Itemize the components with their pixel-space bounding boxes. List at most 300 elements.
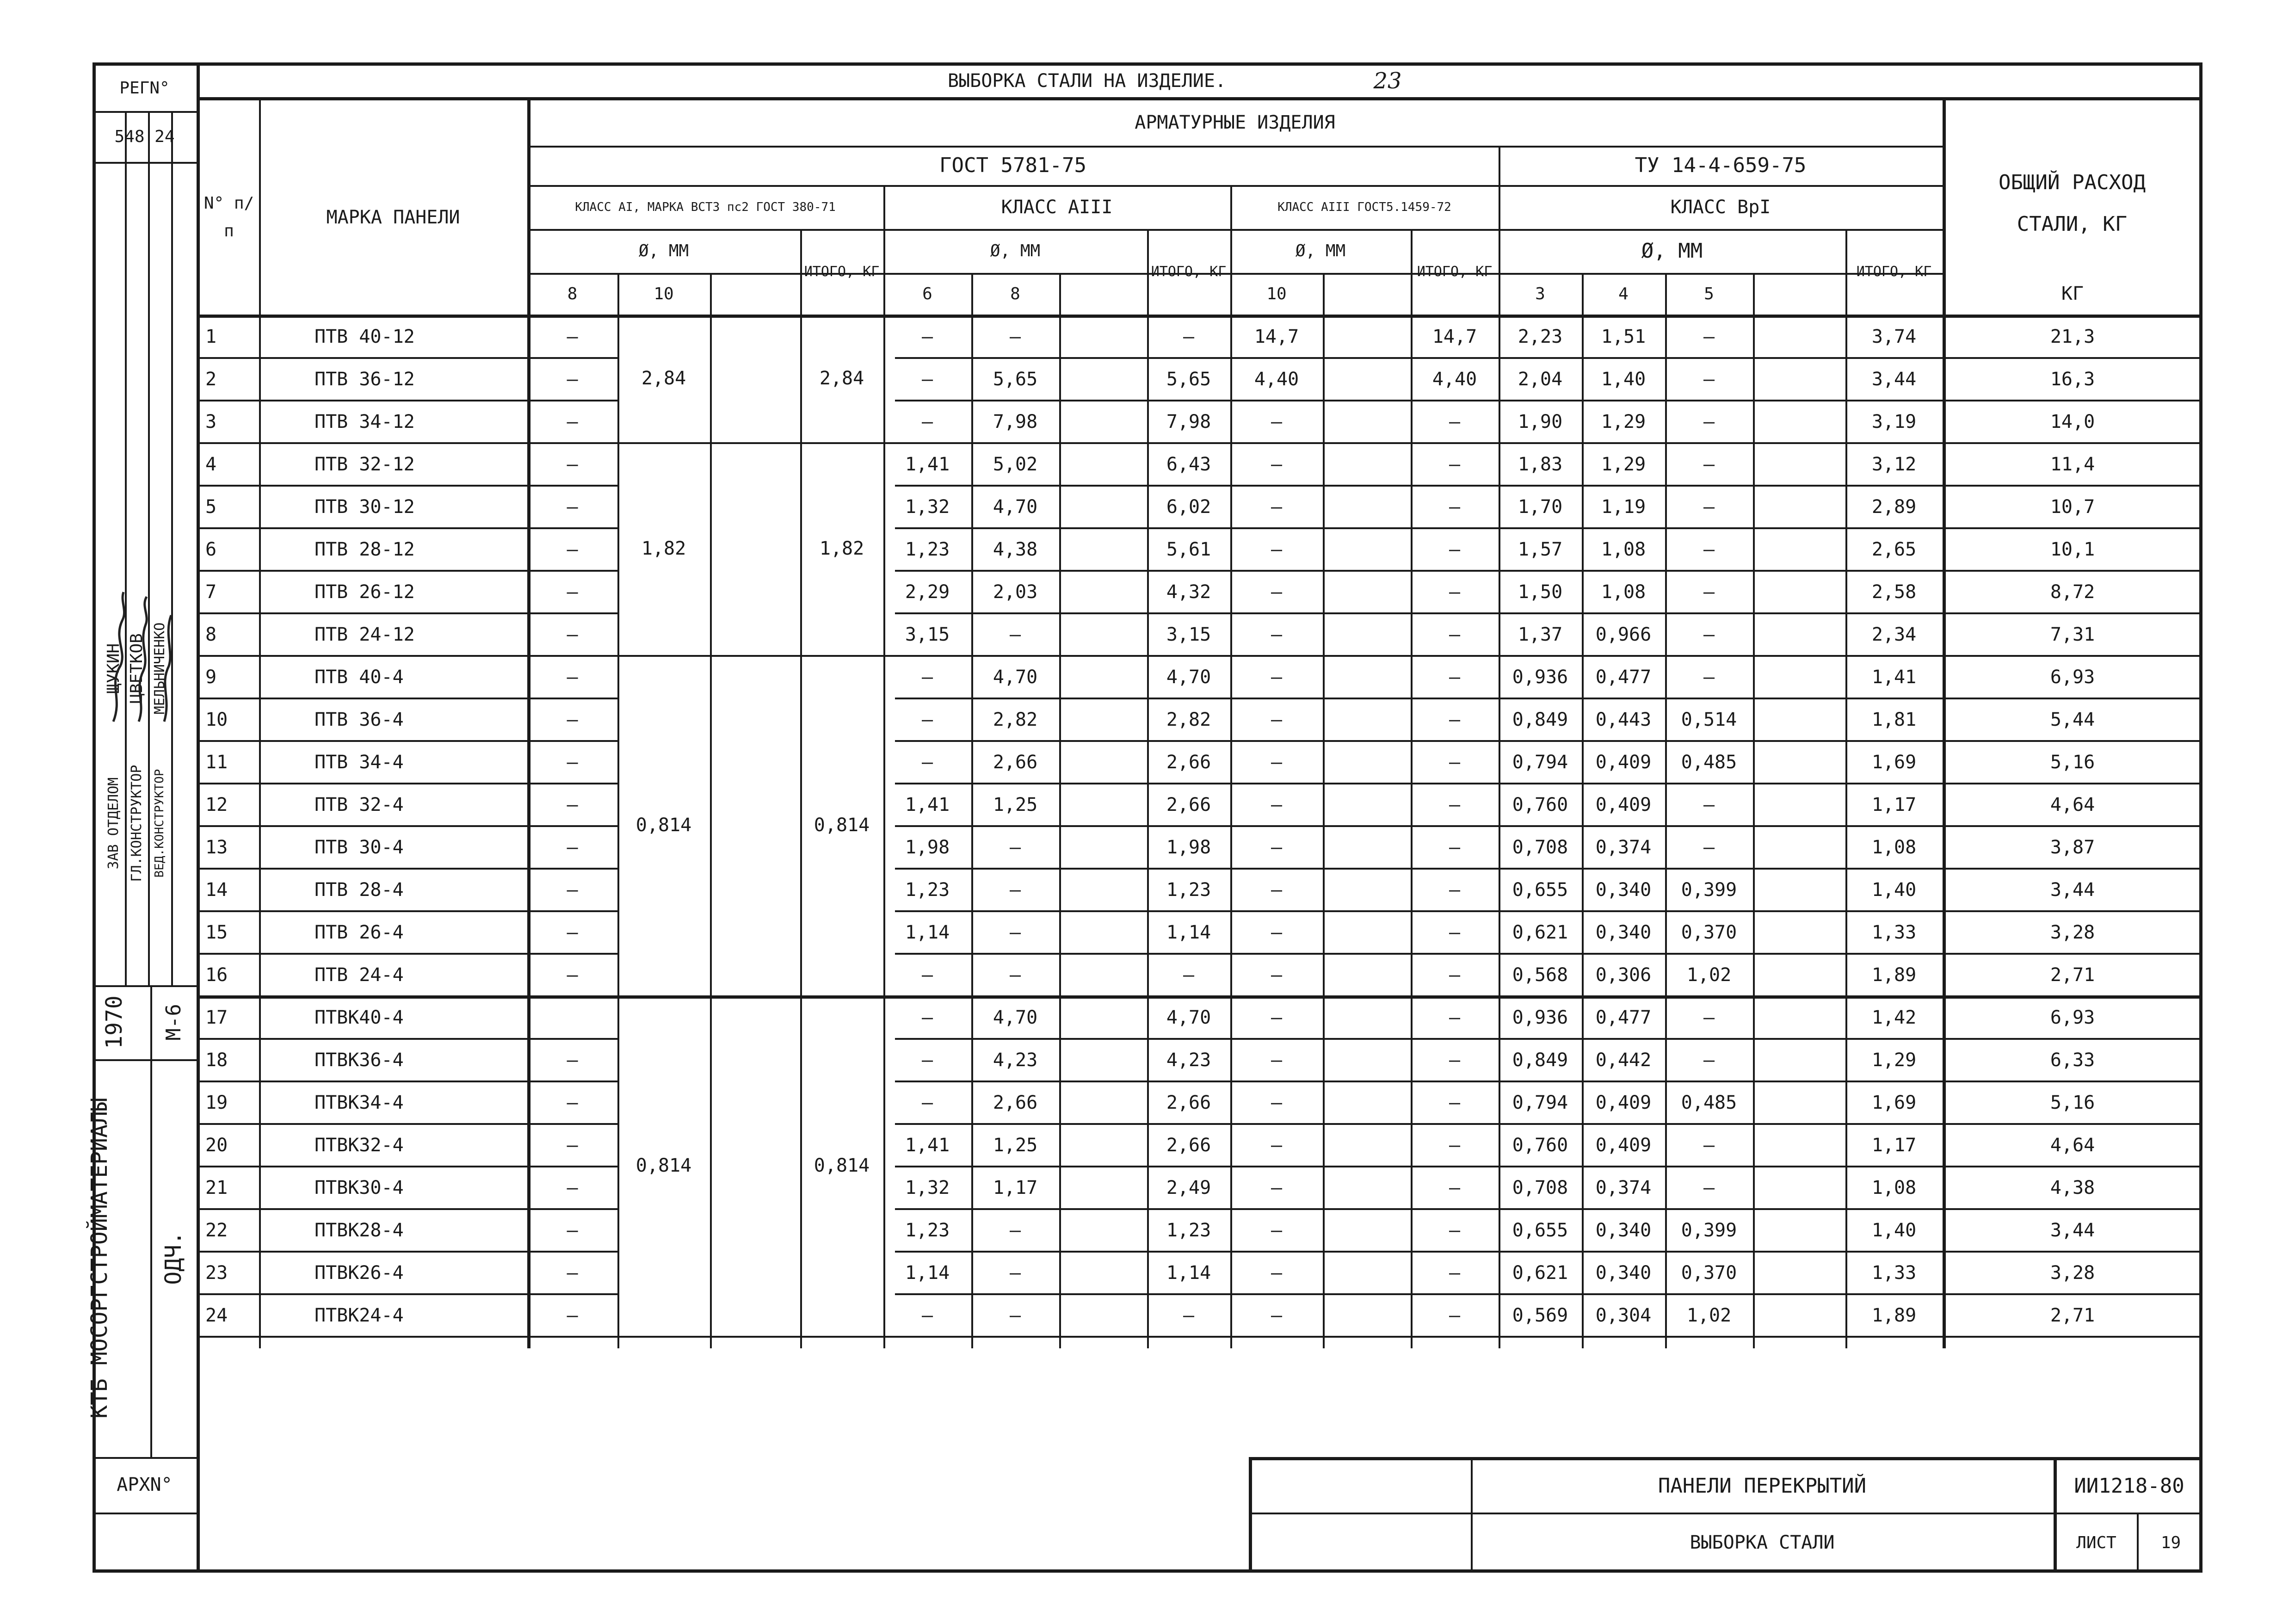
title-block-line bbox=[2137, 1513, 2139, 1573]
table-title: ВЫБОРКА СТАЛИ НА ИЗДЕЛИЕ. bbox=[947, 70, 1227, 92]
cell-b10: — bbox=[1271, 752, 1283, 773]
title-block-line bbox=[1249, 1513, 2202, 1514]
cell-v3: 2,23 bbox=[1518, 326, 1563, 347]
cell-v3: 0,760 bbox=[1512, 1135, 1568, 1156]
cell-v-it: 1,89 bbox=[1871, 1305, 1917, 1326]
cell-total: 3,87 bbox=[2050, 837, 2095, 858]
cell-b10: — bbox=[1271, 667, 1283, 688]
d-a1-8: 8 bbox=[567, 284, 578, 303]
cell-n: 15 bbox=[205, 922, 228, 943]
cell-v4: 0,304 bbox=[1595, 1305, 1652, 1326]
cell-v-it: 2,58 bbox=[1871, 581, 1917, 603]
cell-v4: 1,40 bbox=[1601, 369, 1646, 390]
cell-a8: — bbox=[567, 1220, 578, 1241]
cell-v5: — bbox=[1703, 539, 1715, 560]
cell-a3-6: — bbox=[921, 667, 933, 688]
cell-v-it: 2,65 bbox=[1871, 539, 1917, 560]
stamp-divider bbox=[93, 1513, 197, 1514]
cell-mark: ПТВ 40-4 bbox=[315, 667, 404, 688]
cell-a3-8: 1,25 bbox=[993, 1135, 1038, 1156]
cell-v-it: 1,41 bbox=[1871, 667, 1917, 688]
cell-v4: 0,374 bbox=[1595, 837, 1652, 858]
cell-a3-it: 2,66 bbox=[1166, 794, 1211, 815]
row-separator bbox=[197, 1336, 2202, 1338]
cell-a8: — bbox=[567, 709, 578, 730]
dept-name: ОДЧ. bbox=[160, 1231, 186, 1285]
cell-a3-it: 2,66 bbox=[1166, 752, 1211, 773]
cell-b-it: — bbox=[1449, 667, 1461, 688]
cell-b10: — bbox=[1271, 709, 1283, 730]
cell-v5: 0,370 bbox=[1681, 922, 1737, 943]
cell-a3-8: — bbox=[1009, 624, 1021, 645]
cell-v3: 0,936 bbox=[1512, 667, 1568, 688]
cell-a3-it: 6,43 bbox=[1166, 454, 1211, 475]
cell-b10: — bbox=[1271, 496, 1283, 518]
cell-b10: — bbox=[1271, 1177, 1283, 1198]
cell-v4: 1,29 bbox=[1601, 411, 1646, 432]
cell-b10: — bbox=[1271, 794, 1283, 815]
group-header: АРМАТУРНЫЕ ИЗДЕЛИЯ bbox=[1135, 112, 1335, 133]
cell-total: 21,3 bbox=[2050, 326, 2095, 347]
cell-total: 6,93 bbox=[2050, 1007, 2095, 1028]
cell-total: 2,71 bbox=[2050, 964, 2095, 986]
cell-v4: 0,477 bbox=[1595, 667, 1652, 688]
cell-total: 6,93 bbox=[2050, 667, 2095, 688]
cell-a8: — bbox=[567, 411, 578, 432]
cell-v-it: 1,08 bbox=[1871, 1177, 1917, 1198]
cell-v3: 0,936 bbox=[1512, 1007, 1568, 1028]
cell-v-it: 1,89 bbox=[1871, 964, 1917, 986]
cell-b10: — bbox=[1271, 539, 1283, 560]
cell-v3: 1,57 bbox=[1518, 539, 1563, 560]
cell-b-it: — bbox=[1449, 922, 1461, 943]
cell-a8: — bbox=[567, 454, 578, 475]
col-line bbox=[710, 273, 712, 1348]
cell-v5: — bbox=[1703, 1135, 1715, 1156]
cell-a3-8: 4,70 bbox=[993, 496, 1038, 518]
cell-total: 5,44 bbox=[2050, 709, 2095, 730]
cell-v3: 0,621 bbox=[1512, 1262, 1568, 1284]
cell-mark: ПТВК40-4 bbox=[315, 1007, 404, 1028]
gost-header: ГОСТ 5781-75 bbox=[939, 154, 1086, 177]
cell-mark: ПТВ 24-4 bbox=[315, 964, 404, 986]
cell-a3-6: 1,14 bbox=[905, 922, 950, 943]
cell-total: 3,28 bbox=[2050, 922, 2095, 943]
cell-v4: 0,340 bbox=[1595, 879, 1652, 901]
cell-a3-6: — bbox=[921, 964, 933, 986]
cell-a8: — bbox=[567, 1092, 578, 1113]
role-chief: ГЛ.КОНСТРУКТОР bbox=[128, 765, 145, 882]
cell-b-it: — bbox=[1449, 539, 1461, 560]
cell-a3-6: 1,98 bbox=[905, 837, 950, 858]
cell-b10: — bbox=[1271, 922, 1283, 943]
merged-itogo-value: 0,814 bbox=[814, 815, 870, 836]
cell-mark: ПТВ 30-12 bbox=[315, 496, 415, 518]
cell-n: 21 bbox=[205, 1177, 228, 1198]
cell-v4: 1,08 bbox=[1601, 539, 1646, 560]
cell-a3-8: 7,98 bbox=[993, 411, 1038, 432]
cell-n: 4 bbox=[205, 454, 217, 475]
stamp-sheet: М-6 bbox=[161, 1004, 185, 1041]
cell-a3-6: 1,14 bbox=[905, 1262, 950, 1284]
cell-v5: 0,485 bbox=[1681, 752, 1737, 773]
cell-mark: ПТВ 36-4 bbox=[315, 709, 404, 730]
cell-a8: — bbox=[567, 964, 578, 986]
cell-v-it: 3,74 bbox=[1871, 326, 1917, 347]
d-a3-6: 6 bbox=[922, 284, 932, 303]
cell-mark: ПТВ 34-4 bbox=[315, 752, 404, 773]
cell-b-it: — bbox=[1449, 879, 1461, 901]
cell-b10: 4,40 bbox=[1254, 369, 1299, 390]
class-vr-header: КЛАСС ВрI bbox=[1670, 196, 1771, 218]
cell-v-it: 1,40 bbox=[1871, 879, 1917, 901]
cell-a3-8: 5,02 bbox=[993, 454, 1038, 475]
tb-sheet-label: ЛИСТ bbox=[2076, 1533, 2116, 1552]
merged-itogo-value: 2,84 bbox=[819, 368, 864, 389]
cell-n: 5 bbox=[205, 496, 217, 518]
cell-n: 24 bbox=[205, 1305, 228, 1326]
cell-v3: 2,04 bbox=[1518, 369, 1563, 390]
cell-v5: — bbox=[1703, 667, 1715, 688]
cell-v5: 0,514 bbox=[1681, 709, 1737, 730]
cell-v-it: 2,34 bbox=[1871, 624, 1917, 645]
cell-v3: 0,568 bbox=[1512, 964, 1568, 986]
cell-total: 3,44 bbox=[2050, 1220, 2095, 1241]
cell-mark: ПТВ 32-12 bbox=[315, 454, 415, 475]
cell-a8: — bbox=[567, 1305, 578, 1326]
cell-mark: ПТВК34-4 bbox=[315, 1092, 404, 1113]
cell-a8: — bbox=[567, 1135, 578, 1156]
cell-a3-8: — bbox=[1009, 1220, 1021, 1241]
cell-a3-6: 1,41 bbox=[905, 794, 950, 815]
cell-a3-6: 2,29 bbox=[905, 581, 950, 603]
cell-v-it: 1,69 bbox=[1871, 1092, 1917, 1113]
mark-header: МАРКА ПАНЕЛИ bbox=[326, 207, 460, 228]
cell-a3-8: 2,66 bbox=[993, 1092, 1038, 1113]
class-a3-header: КЛАСС АIII bbox=[1001, 196, 1113, 218]
cell-n: 11 bbox=[205, 752, 228, 773]
cell-a3-6: — bbox=[921, 1007, 933, 1028]
cell-a8: — bbox=[567, 922, 578, 943]
cell-n: 9 bbox=[205, 667, 217, 688]
cell-a3-8: 1,25 bbox=[993, 794, 1038, 815]
cell-v-it: 1,69 bbox=[1871, 752, 1917, 773]
cell-a3-6: 3,15 bbox=[905, 624, 950, 645]
cell-v4: 0,306 bbox=[1595, 964, 1652, 986]
title-block-border bbox=[1249, 1457, 1252, 1573]
cell-b-it: — bbox=[1449, 496, 1461, 518]
cell-a3-it: 6,02 bbox=[1166, 496, 1211, 518]
cell-a3-it: 1,14 bbox=[1166, 1262, 1211, 1284]
signatures bbox=[95, 583, 194, 731]
cell-n: 13 bbox=[205, 837, 228, 858]
cell-a8: — bbox=[567, 752, 578, 773]
cell-v3: 0,760 bbox=[1512, 794, 1568, 815]
cell-v-it: 3,44 bbox=[1871, 369, 1917, 390]
cell-n: 6 bbox=[205, 539, 217, 560]
cell-a3-it: 4,70 bbox=[1166, 1007, 1211, 1028]
cell-a8: — bbox=[567, 794, 578, 815]
cell-v5: — bbox=[1703, 581, 1715, 603]
cell-v4: 1,51 bbox=[1601, 326, 1646, 347]
cell-b10: — bbox=[1271, 879, 1283, 901]
cell-a3-6: — bbox=[921, 326, 933, 347]
cell-total: 3,28 bbox=[2050, 1262, 2095, 1284]
cell-v4: 0,374 bbox=[1595, 1177, 1652, 1198]
merged-a1-value: 0,814 bbox=[635, 815, 692, 836]
cell-b10: — bbox=[1271, 1092, 1283, 1113]
cell-v-it: 1,08 bbox=[1871, 837, 1917, 858]
cell-b-it: — bbox=[1449, 752, 1461, 773]
cell-a3-8: — bbox=[1009, 1262, 1021, 1284]
tu-header: ТУ 14-4-659-75 bbox=[1635, 154, 1807, 177]
cell-mark: ПТВ 26-12 bbox=[315, 581, 415, 603]
cell-a8: — bbox=[567, 667, 578, 688]
dia-header-a3b: Ø, ММ bbox=[1295, 241, 1346, 260]
cell-a8: — bbox=[567, 581, 578, 603]
cell-a3-8: 1,17 bbox=[993, 1177, 1038, 1198]
cell-b-it: — bbox=[1449, 1050, 1461, 1071]
cell-v4: 0,442 bbox=[1595, 1050, 1652, 1071]
cell-v5: 0,399 bbox=[1681, 1220, 1737, 1241]
cell-mark: ПТВ 34-12 bbox=[315, 411, 415, 432]
cell-v3: 1,70 bbox=[1518, 496, 1563, 518]
cell-a8: — bbox=[567, 326, 578, 347]
cell-v4: 0,409 bbox=[1595, 752, 1652, 773]
cell-a3-8: 4,70 bbox=[993, 1007, 1038, 1028]
cell-b10: — bbox=[1271, 1305, 1283, 1326]
cell-v4: 0,340 bbox=[1595, 1262, 1652, 1284]
cell-v-it: 3,12 bbox=[1871, 454, 1917, 475]
itogo-header-a3: ИТОГО, КГ bbox=[1151, 263, 1227, 280]
cell-n: 16 bbox=[205, 964, 228, 986]
d-vr-3: 3 bbox=[1535, 284, 1545, 303]
cell-total: 5,16 bbox=[2050, 752, 2095, 773]
cell-v5: — bbox=[1703, 454, 1715, 475]
cell-a3-it: 2,66 bbox=[1166, 1135, 1211, 1156]
cell-a8: — bbox=[567, 1050, 578, 1071]
cell-a3-8: — bbox=[1009, 879, 1021, 901]
cell-v3: 0,655 bbox=[1512, 1220, 1568, 1241]
cell-mark: ПТВК32-4 bbox=[315, 1135, 404, 1156]
col-line bbox=[1753, 273, 1755, 1348]
cell-a3-8: 5,65 bbox=[993, 369, 1038, 390]
cell-a3-6: 1,41 bbox=[905, 1135, 950, 1156]
cell-v4: 1,08 bbox=[1601, 581, 1646, 603]
cell-a3-it: 2,66 bbox=[1166, 1092, 1211, 1113]
itogo-header-vr: ИТОГО, КГ bbox=[1856, 263, 1932, 280]
cell-mark: ПТВК26-4 bbox=[315, 1262, 404, 1284]
cell-b10: — bbox=[1271, 1007, 1283, 1028]
cell-n: 18 bbox=[205, 1050, 228, 1071]
class-a1-header: КЛАСС АI, МАРКА ВСТ3 пс2 ГОСТ 380-71 bbox=[575, 200, 836, 214]
cell-mark: ПТВ 26-4 bbox=[315, 922, 404, 943]
cell-total: 14,0 bbox=[2050, 411, 2095, 432]
cell-b10: — bbox=[1271, 1262, 1283, 1284]
cell-total: 10,7 bbox=[2050, 496, 2095, 518]
cell-a3-6: 1,32 bbox=[905, 496, 950, 518]
cell-a3-6: — bbox=[921, 369, 933, 390]
merged-a1-value: 1,82 bbox=[641, 538, 686, 559]
tb-name2: ВЫБОРКА СТАЛИ bbox=[1690, 1532, 1835, 1553]
cell-v5: — bbox=[1703, 1050, 1715, 1071]
name-head: ЩУКИН bbox=[104, 643, 123, 694]
cell-a8: — bbox=[567, 496, 578, 518]
cell-v5: — bbox=[1703, 794, 1715, 815]
cell-total: 7,31 bbox=[2050, 624, 2095, 645]
cell-v3: 0,708 bbox=[1512, 1177, 1568, 1198]
cell-a8: — bbox=[567, 837, 578, 858]
cell-a3-6: — bbox=[921, 752, 933, 773]
cell-a3-it: 4,23 bbox=[1166, 1050, 1211, 1071]
dia-header-a1: Ø, ММ bbox=[638, 241, 689, 260]
cell-a3-it: 1,98 bbox=[1166, 837, 1211, 858]
cell-v5: — bbox=[1703, 624, 1715, 645]
cell-a3-it: 1,23 bbox=[1166, 1220, 1211, 1241]
cell-v3: 1,83 bbox=[1518, 454, 1563, 475]
cell-mark: ПТВ 24-12 bbox=[315, 624, 415, 645]
itogo-header-a3b: ИТОГО, КГ bbox=[1417, 263, 1493, 280]
col-line bbox=[1059, 273, 1061, 1348]
cell-a3-6: 1,23 bbox=[905, 1220, 950, 1241]
class-a3-gost-header: КЛАСС АIII ГОСТ5.1459-72 bbox=[1277, 200, 1451, 214]
cell-a3-it: — bbox=[1183, 964, 1195, 986]
cell-a8: — bbox=[567, 624, 578, 645]
tb-code: ИИ1218-80 bbox=[2074, 1474, 2184, 1498]
cell-a8: — bbox=[567, 369, 578, 390]
cell-a3-8: — bbox=[1009, 837, 1021, 858]
cell-a3-it: 2,82 bbox=[1166, 709, 1211, 730]
cell-n: 10 bbox=[205, 709, 228, 730]
cell-a3-6: — bbox=[921, 709, 933, 730]
cell-b-it: — bbox=[1449, 454, 1461, 475]
stamp-divider bbox=[150, 985, 152, 1457]
cell-b-it: — bbox=[1449, 1262, 1461, 1284]
cell-a3-it: 1,23 bbox=[1166, 879, 1211, 901]
cell-b-it: 14,7 bbox=[1432, 326, 1477, 347]
cell-n: 22 bbox=[205, 1220, 228, 1241]
cell-b-it: — bbox=[1449, 411, 1461, 432]
cell-v-it: 1,17 bbox=[1871, 794, 1917, 815]
cell-a3-6: — bbox=[921, 1050, 933, 1071]
cell-b-it: 4,40 bbox=[1432, 369, 1477, 390]
stamp-divider bbox=[171, 111, 173, 985]
cell-v-it: 3,19 bbox=[1871, 411, 1917, 432]
cell-v-it: 1,29 bbox=[1871, 1050, 1917, 1071]
cell-v4: 0,966 bbox=[1595, 624, 1652, 645]
cell-n: 23 bbox=[205, 1262, 228, 1284]
cell-total: 3,44 bbox=[2050, 879, 2095, 901]
dia-header-vr: Ø, ММ bbox=[1641, 239, 1703, 263]
merged-a1-value: 2,84 bbox=[641, 368, 686, 389]
cell-v5: 1,02 bbox=[1686, 1305, 1732, 1326]
cell-a3-6: — bbox=[921, 1092, 933, 1113]
cell-a3-8: — bbox=[1009, 922, 1021, 943]
cell-total: 4,38 bbox=[2050, 1177, 2095, 1198]
stamp-divider bbox=[93, 162, 197, 164]
d-vr-4: 4 bbox=[1618, 284, 1629, 303]
cell-v4: 0,340 bbox=[1595, 1220, 1652, 1241]
cell-b10: 14,7 bbox=[1254, 326, 1299, 347]
cell-v3: 1,50 bbox=[1518, 581, 1563, 603]
cell-v5: 0,485 bbox=[1681, 1092, 1737, 1113]
cell-b10: — bbox=[1271, 1050, 1283, 1071]
cell-a3-8: — bbox=[1009, 1305, 1021, 1326]
cell-n: 2 bbox=[205, 369, 217, 390]
item-number: 23 bbox=[1373, 68, 1402, 94]
cell-a3-it: — bbox=[1183, 1305, 1195, 1326]
cell-b-it: — bbox=[1449, 964, 1461, 986]
merged-itogo-value: 1,82 bbox=[819, 538, 864, 559]
cell-v3: 0,708 bbox=[1512, 837, 1568, 858]
cell-n: 3 bbox=[205, 411, 217, 432]
cell-a3-it: 1,14 bbox=[1166, 922, 1211, 943]
cell-a3-6: — bbox=[921, 1305, 933, 1326]
col-line bbox=[1323, 273, 1325, 1348]
cell-n: 1 bbox=[205, 326, 217, 347]
cell-n: 14 bbox=[205, 879, 228, 901]
cell-total: 2,71 bbox=[2050, 1305, 2095, 1326]
cell-b10: — bbox=[1271, 581, 1283, 603]
cell-a8 bbox=[527, 997, 617, 1038]
cell-a3-8: — bbox=[1009, 326, 1021, 347]
cell-b-it: — bbox=[1449, 837, 1461, 858]
cell-n: 20 bbox=[205, 1135, 228, 1156]
cell-a3-it: 5,65 bbox=[1166, 369, 1211, 390]
cell-b-it: — bbox=[1449, 1305, 1461, 1326]
d-vr-5: 5 bbox=[1704, 284, 1714, 303]
cell-b-it: — bbox=[1449, 581, 1461, 603]
cell-a3-6: 1,32 bbox=[905, 1177, 950, 1198]
cell-mark: ПТВ 32-4 bbox=[315, 794, 404, 815]
cell-v-it: 1,17 bbox=[1871, 1135, 1917, 1156]
cell-a3-it: 4,32 bbox=[1166, 581, 1211, 603]
cell-n: 12 bbox=[205, 794, 228, 815]
cell-v5: — bbox=[1703, 326, 1715, 347]
cell-v4: 0,409 bbox=[1595, 1135, 1652, 1156]
cell-total: 11,4 bbox=[2050, 454, 2095, 475]
cell-v4: 0,340 bbox=[1595, 922, 1652, 943]
cell-a3-it: 5,61 bbox=[1166, 539, 1211, 560]
cell-total: 5,16 bbox=[2050, 1092, 2095, 1113]
cell-v3: 0,655 bbox=[1512, 879, 1568, 901]
cell-v4: 0,443 bbox=[1595, 709, 1652, 730]
cell-b-it: — bbox=[1449, 794, 1461, 815]
col-line bbox=[259, 97, 261, 1348]
role-lead: ВЕД.КОНСТРУКТОР bbox=[153, 769, 167, 878]
tb-name1: ПАНЕЛИ ПЕРЕКРЫТИЙ bbox=[1658, 1474, 1867, 1498]
cell-total: 10,1 bbox=[2050, 539, 2095, 560]
cell-b10: — bbox=[1271, 624, 1283, 645]
cell-v4: 1,29 bbox=[1601, 454, 1646, 475]
name-chief: ЦВЕТКОВ bbox=[127, 633, 146, 704]
cell-a3-6: 1,41 bbox=[905, 454, 950, 475]
cell-a8: — bbox=[567, 879, 578, 901]
merged-itogo-value: 0,814 bbox=[814, 1155, 870, 1176]
cell-b-it: — bbox=[1449, 1007, 1461, 1028]
cell-b10: — bbox=[1271, 1220, 1283, 1241]
cell-mark: ПТВК28-4 bbox=[315, 1220, 404, 1241]
cell-b-it: — bbox=[1449, 624, 1461, 645]
cell-total: 4,64 bbox=[2050, 1135, 2095, 1156]
cell-v3: 0,569 bbox=[1512, 1305, 1568, 1326]
cell-b-it: — bbox=[1449, 1135, 1461, 1156]
d-a3-8: 8 bbox=[1010, 284, 1020, 303]
cell-a3-6: — bbox=[921, 411, 933, 432]
cell-v5: 1,02 bbox=[1686, 964, 1732, 986]
cell-mark: ПТВ 28-4 bbox=[315, 879, 404, 901]
cell-n: 7 bbox=[205, 581, 217, 603]
